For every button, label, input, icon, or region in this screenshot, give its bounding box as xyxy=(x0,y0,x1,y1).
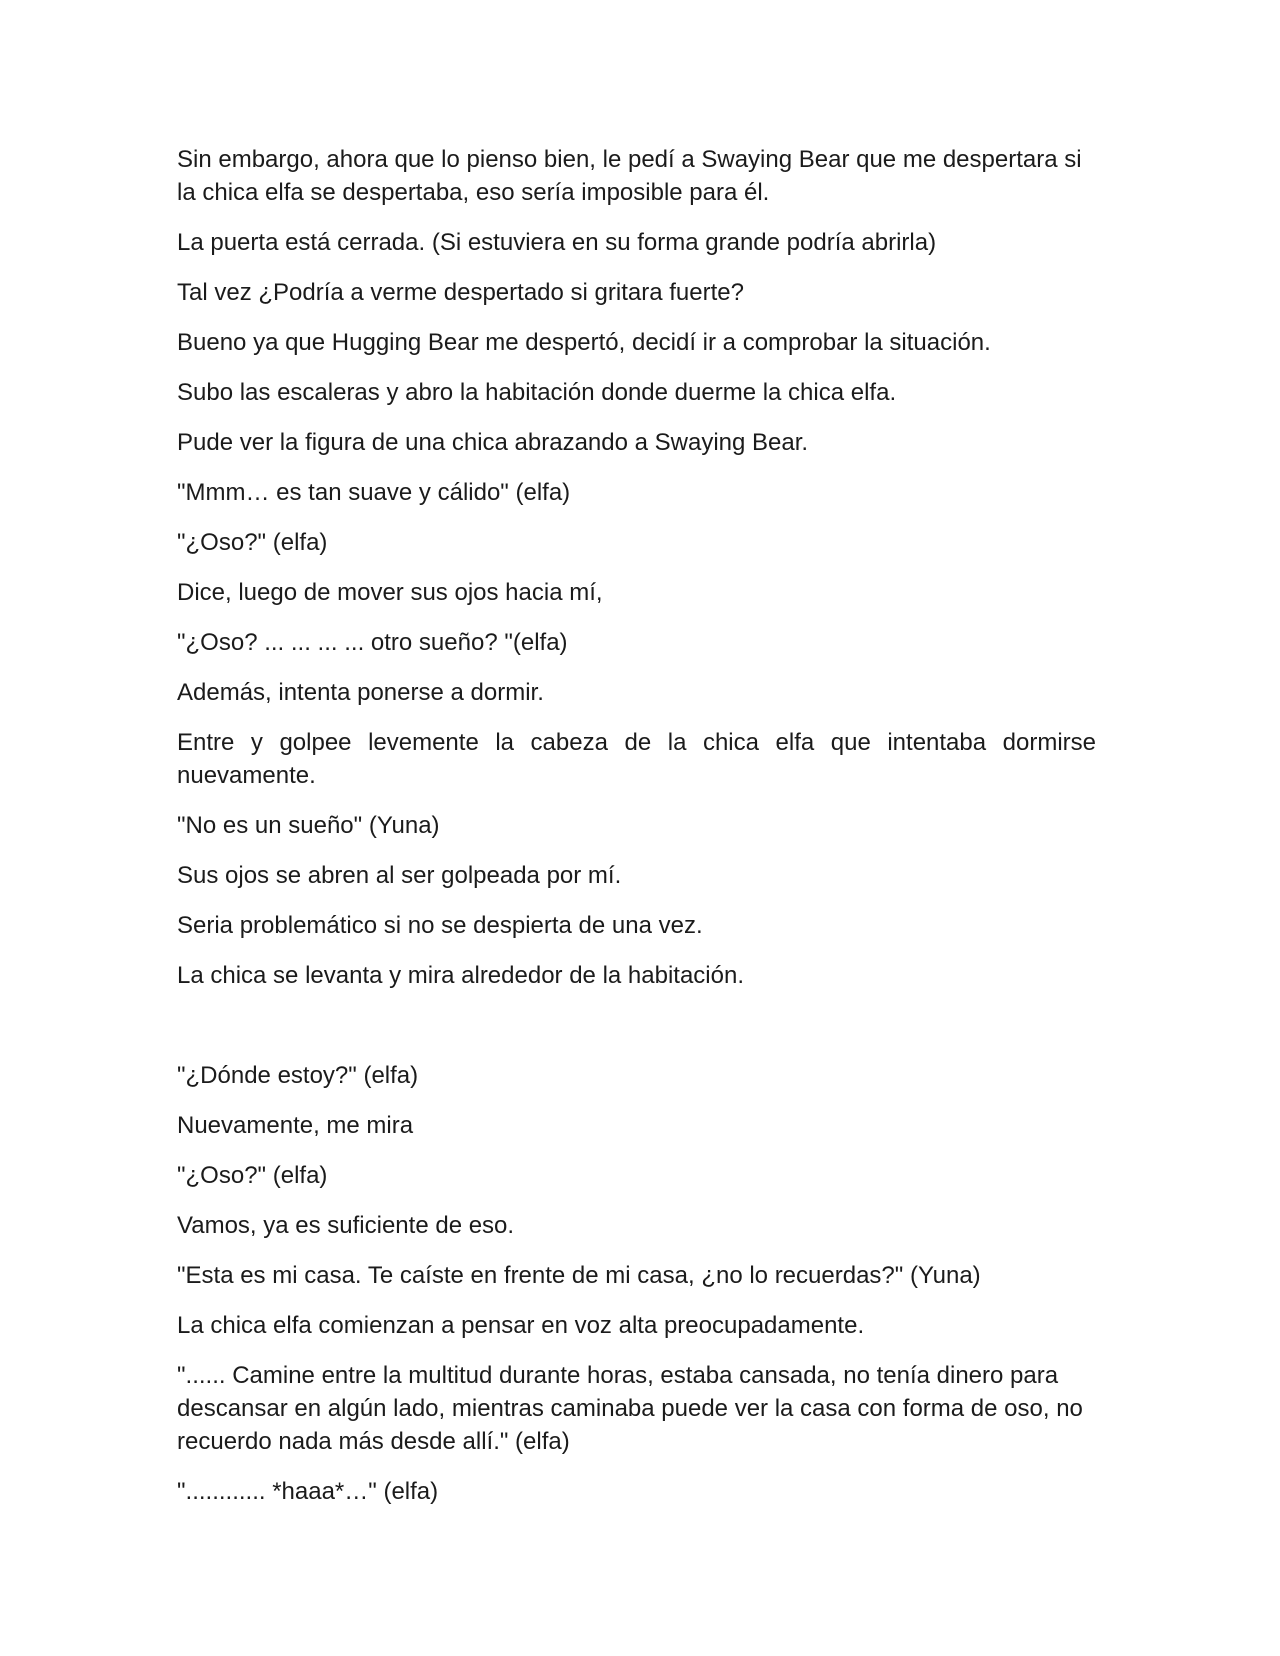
paragraph: Seria problemático si no se despierta de una vez. xyxy=(177,912,703,939)
paragraph: La puerta está cerrada. (Si estuviera en su forma grande podría abrirla) xyxy=(177,229,937,256)
paragraph: "¿Oso?" (elfa) xyxy=(177,529,328,556)
paragraph: Vamos, ya es suficiente de eso. xyxy=(177,1212,515,1239)
paragraph: Bueno ya que Hugging Bear me despertó, decidí ir a comprobar la situación. xyxy=(177,329,991,356)
paragraph: "¿Oso?" (elfa) xyxy=(177,1162,328,1189)
paragraph: La chica elfa comienzan a pensar en voz alta preocupadamente. xyxy=(177,1312,865,1339)
paragraph: Sus ojos se abren al ser golpeada por mí. xyxy=(177,862,622,889)
paragraph: "............ *haaa*…" (elfa) xyxy=(177,1478,439,1505)
paragraph: Nuevamente, me mira xyxy=(177,1112,414,1139)
paragraph: Sin embargo, ahora que lo pienso bien, le pedí a Swaying Bear que me despertara si la chica elfa se despertaba, eso sería imposible para él. xyxy=(177,146,1082,206)
paragraph: "Esta es mi casa. Te caíste en frente de mi casa, ¿no lo recuerdas?" (Yuna) xyxy=(177,1262,981,1289)
paragraph: "¿Oso? ... ... ... ... otro sueño? "(elfa) xyxy=(177,629,568,656)
paragraph: "No es un sueño" (Yuna) xyxy=(177,812,440,839)
body-text xyxy=(177,143,1096,1525)
section-gap xyxy=(177,1009,1096,1059)
paragraph: Dice, luego de mover sus ojos hacia mí, xyxy=(177,579,603,606)
paragraph: La chica se levanta y mira alrededor de la habitación. xyxy=(177,962,744,989)
paragraph: "...... Camine entre la multitud durante horas, estaba cansada, no tenía dinero para descansar en algún lado, mientras caminaba puede ver la casa con forma de oso, no recuerdo nada más desde allí." (elfa) xyxy=(177,1362,1083,1455)
paragraph: Entre y golpee levemente la cabeza de la chica elfa que intentaba dormirse nuevamente. xyxy=(177,729,1096,789)
paragraph: "Mmm… es tan suave y cálido" (elfa) xyxy=(177,479,571,506)
paragraph: Subo las escaleras y abro la habitación donde duerme la chica elfa. xyxy=(177,379,897,406)
paragraph: Pude ver la figura de una chica abrazando a Swaying Bear. xyxy=(177,429,809,456)
paragraph: Tal vez ¿Podría a verme despertado si gritara fuerte? xyxy=(177,279,744,306)
paragraph: Además, intenta ponerse a dormir. xyxy=(177,679,544,706)
paragraph: "¿Dónde estoy?" (elfa) xyxy=(177,1062,419,1089)
